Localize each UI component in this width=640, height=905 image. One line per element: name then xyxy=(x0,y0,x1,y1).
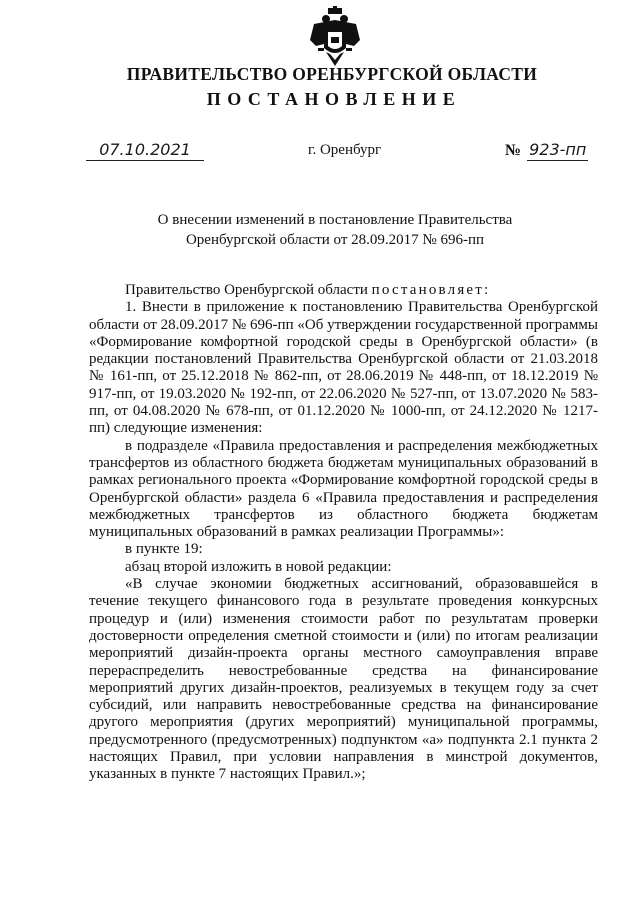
number-sign: № xyxy=(505,142,522,159)
coat-of-arms-icon xyxy=(308,6,362,68)
document-city: г. Оренбург xyxy=(308,142,382,158)
document-body xyxy=(89,282,598,784)
meta-row xyxy=(0,140,640,170)
document-type: ПОСТАНОВЛЕНИЕ xyxy=(206,89,462,109)
government-title: ПРАВИТЕЛЬСТВО ОРЕНБУРГСКОЙ ОБЛАСТИ xyxy=(126,64,538,84)
paragraph-1: 1. Внести в приложение к постановлению Правительства Оренбургской области от 28.09.2017 № 696-пп «Об утверждении государственной программы «Формирование комфортной городской среды в Оренбургской области» (в редакции постановлений Правительства Оренбургской области от 21.03.2018 № 161-пп, от 25.12.2018 № 862-пп, от 28.06.2019 № 448-пп, от 18.12.2019 № 917-пп, от 19.03.2020 № 192-пп, от 22.06.2020 № 527-пп, от 13.07.2020 № 583-пп, от 04.08.2020 № 678-пп, от 01.12.2020 № 1000-пп, от 24.12.2020 № 1217-пп) следующие изменения: xyxy=(89,299,598,437)
document-number xyxy=(505,140,588,161)
intro-decree-word: постановляет: xyxy=(371,282,491,298)
subject-line-1: О внесении изменений в постановление Правительства xyxy=(157,212,513,228)
intro-paragraph xyxy=(89,282,598,299)
paragraph-5: «В случае экономии бюджетных ассигнований, образовавшейся в течение текущего финансового года в результате проведения конкурсных процедур и (или) изменения стоимости работ по результатам проверки достоверности определения сметной стоимости и (или) по итогам реализации мероприятий дизайн-проекта органы местного самоуправления вправе перераспределить невостребованные средства на финансирование мероприятий других дизайн-проектов, реализуемых в текущем году за счет субсидий, или направить невостребованные средства на финансирование другого мероприятия (других мероприятий) муниципальной программы, предусмотренного (предусмотренных) подпунктом «а» подпункта 2.1 пункта 2 настоящих Правил, при условии направления в минстрой документов, указанных в пункте 7 настоящих Правил.»; xyxy=(89,576,598,783)
intro-text: Правительство Оренбургской области xyxy=(125,282,368,298)
paragraph-3: в пункте 19: xyxy=(125,541,203,558)
subject-line-2: Оренбургской области от 28.09.2017 № 696-пп xyxy=(185,232,485,248)
document-subject xyxy=(100,210,570,250)
document-date: 07.10.2021 xyxy=(86,140,204,161)
paragraph-2: в подразделе «Правила предоставления и распределения межбюджетных трансфертов из областного бюджета бюджетам муниципальных образований в рамках регионального проекта «Формирование комфортной городской среды в Оренбургской области» раздела 6 «Правила предоставления и распределения межбюджетных трансфертов из областного бюджета бюджетам муниципальных образований в рамках реализации Программы»: xyxy=(89,437,598,541)
paragraph-4: абзац второй изложить в новой редакции: xyxy=(125,558,392,575)
number-value: 923-пп xyxy=(529,140,587,159)
